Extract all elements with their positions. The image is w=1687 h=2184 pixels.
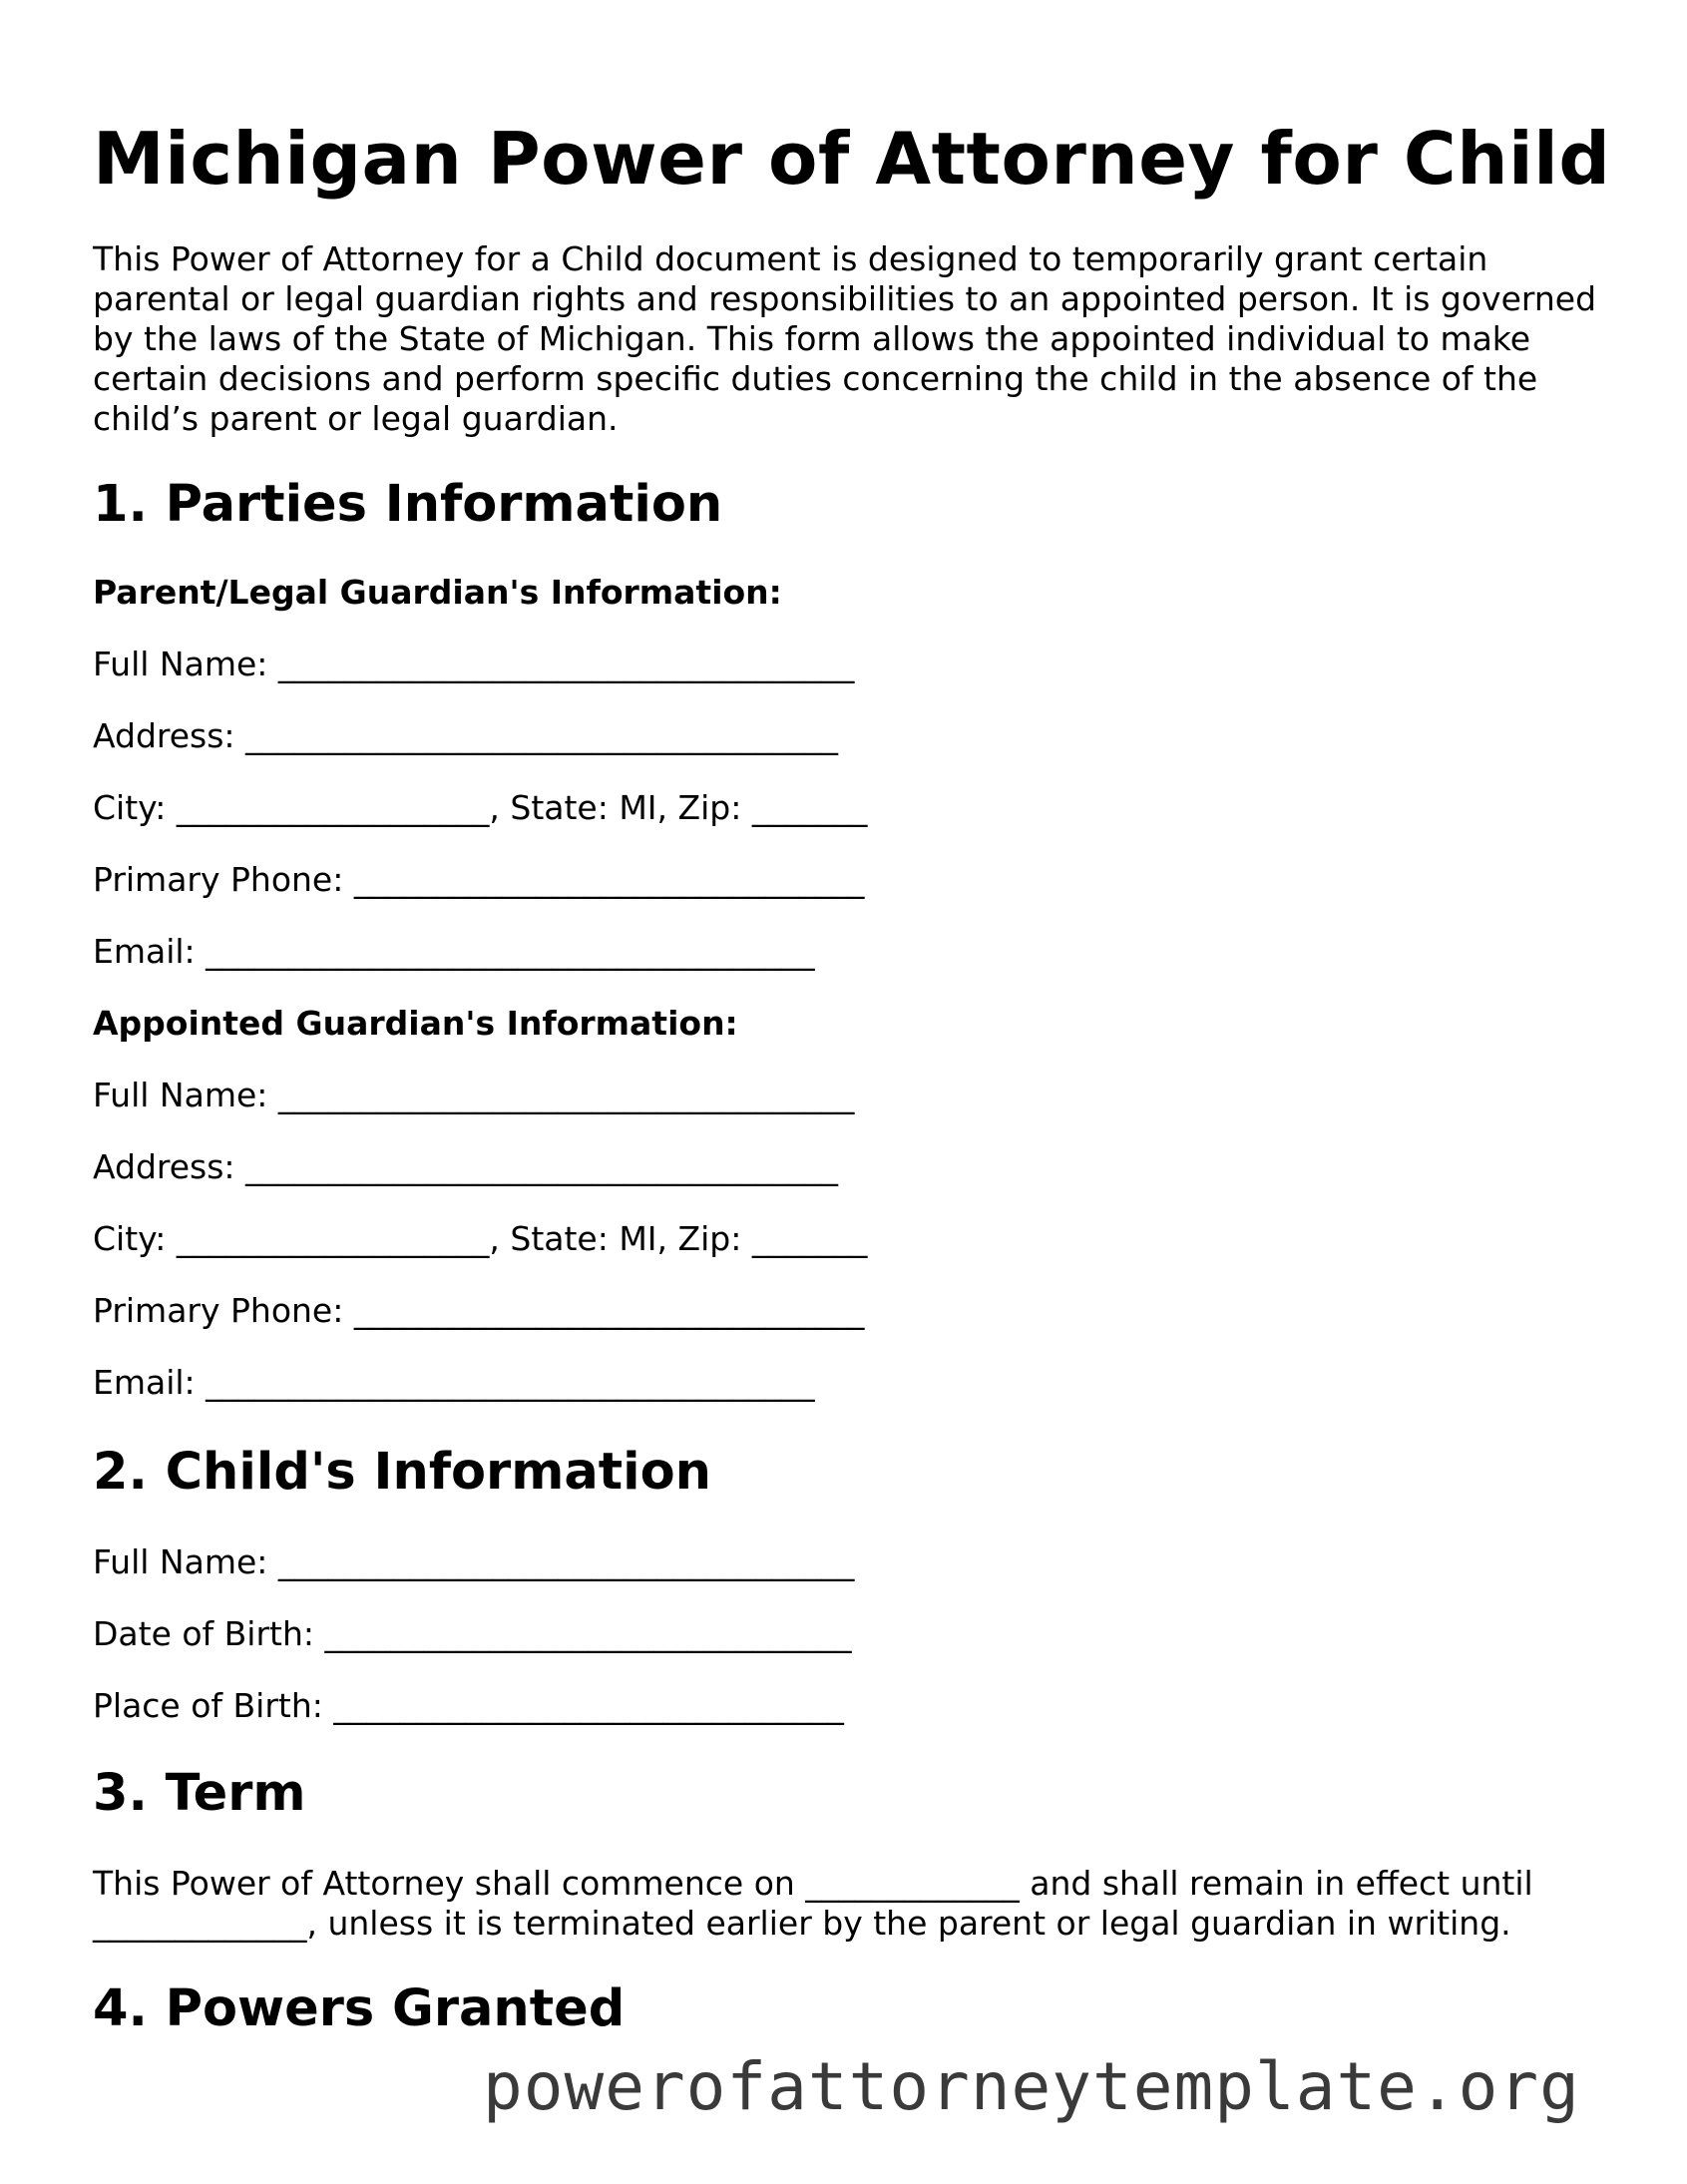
child-full-name-field: Full Name: ___________________________________	[93, 1542, 855, 1581]
parent-phone-field: Primary Phone: _______________________________	[93, 860, 865, 899]
parent-city-state-zip-field: City: ___________________, State: MI, Zip: _______	[93, 788, 868, 827]
section-1-heading: 1. Parties Information	[93, 475, 723, 534]
guardian-address-field: Address: ____________________________________	[93, 1147, 839, 1186]
child-pob-field: Place of Birth: _______________________________	[93, 1686, 844, 1725]
parent-info-heading: Parent/Legal Guardian's Information:	[93, 573, 782, 612]
watermark: powerofattorneytemplate.org	[483, 2048, 1580, 2125]
intro-paragraph: This Power of Attorney for a Child document is designed to temporarily grant certain parental or legal guardian rights and responsibilities to an appointed person. It is governed by the laws of the State of Michigan. This form allows the appointed individual to make certain decisions and perform specific duties concerning the child in the absence of the child’s parent or legal guardian.	[93, 239, 1597, 438]
guardian-full-name-field: Full Name: ___________________________________	[93, 1076, 855, 1114]
term-paragraph: This Power of Attorney shall commence on _____________ and shall remain in effect until _____________, unless it is terminated earlier by the parent or legal guardian in writing.	[93, 1864, 1533, 1943]
parent-address-field: Address: ____________________________________	[93, 716, 839, 755]
guardian-city-state-zip-field: City: ___________________, State: MI, Zip: _______	[93, 1219, 868, 1258]
parent-email-field: Email: _____________________________________	[93, 932, 815, 971]
child-dob-field: Date of Birth: ________________________________	[93, 1614, 852, 1653]
document-title: Michigan Power of Attorney for Child	[93, 117, 1611, 201]
guardian-email-field: Email: _____________________________________	[93, 1363, 815, 1402]
section-4-heading: 4. Powers Granted	[93, 1979, 626, 2038]
section-3-heading: 3. Term	[93, 1764, 306, 1823]
section-2-heading: 2. Child's Information	[93, 1443, 711, 1502]
appointed-guardian-heading: Appointed Guardian's Information:	[93, 1004, 738, 1043]
parent-full-name-field: Full Name: ___________________________________	[93, 645, 855, 683]
guardian-phone-field: Primary Phone: _______________________________	[93, 1291, 865, 1330]
